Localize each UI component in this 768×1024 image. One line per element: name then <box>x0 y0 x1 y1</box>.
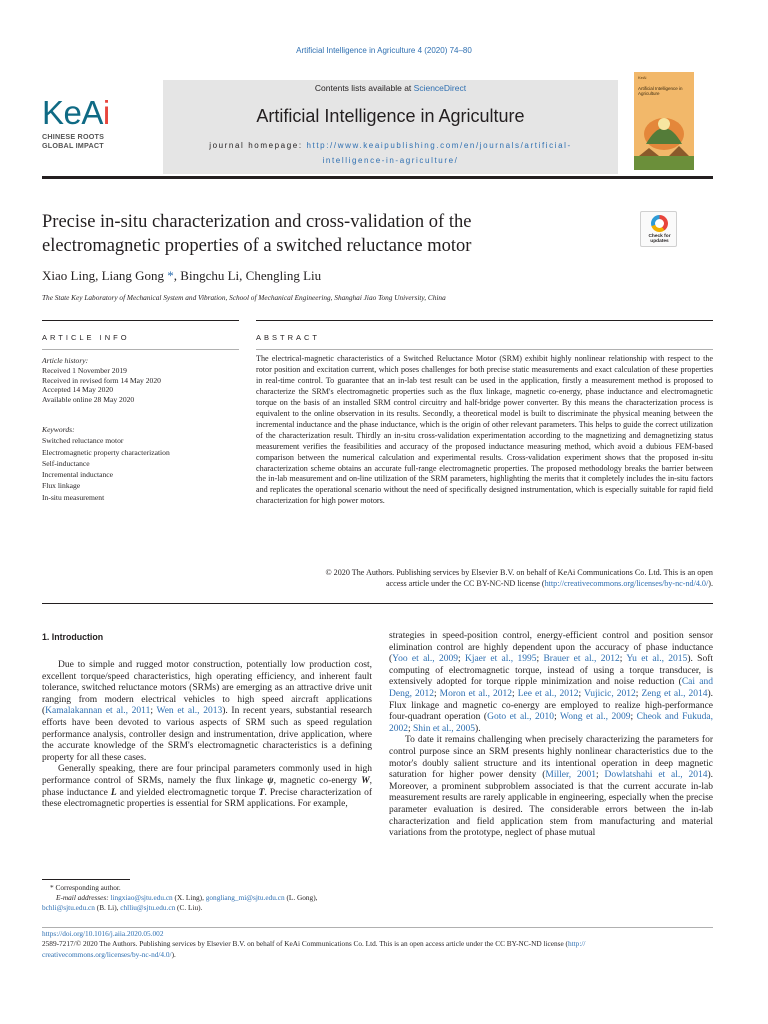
cover-publisher: KeAi <box>638 75 647 80</box>
email-addresses-cont: bchli@sjtu.edu.cn (B. Li), chlliu@sjtu.edu.cn (C. Liu). <box>42 903 203 913</box>
keyword-item: In-situ measurement <box>42 492 105 502</box>
journal-citation[interactable]: Artificial Intelligence in Agriculture 4 (2020) 74–80 <box>296 46 472 55</box>
history-item: Received in revised form 14 May 2020 <box>42 375 161 385</box>
keyword-item: Electromagnetic property characterization <box>42 447 170 457</box>
journal-homepage: journal homepage: http://www.keaipublishing.com/en/journals/artificial- intelligence-in-agriculture/ <box>209 141 572 165</box>
article-info-rule <box>42 320 239 321</box>
email-link[interactable]: chlliu@sjtu.edu.cn <box>120 903 176 913</box>
header-rule <box>42 176 713 179</box>
homepage-link-cont[interactable]: intelligence-in-agriculture/ <box>322 156 459 165</box>
homepage-link[interactable]: http://www.keaipublishing.com/en/journals/artificial- <box>306 141 572 150</box>
contents-line: Contents lists available at ScienceDirect <box>314 83 467 93</box>
reference-link[interactable]: Yoo et al., 2009 <box>392 654 458 665</box>
email-link[interactable]: lingxiao@sjtu.edu.cn <box>110 893 173 903</box>
article-title: Precise in-situ characterization and cross-validation of the electromagnetic properties of a switched reluctance motor <box>42 212 472 256</box>
keyword-item: Incremental inductance <box>42 470 114 480</box>
keai-logo <box>42 96 142 150</box>
logo-tagline-2: GLOBAL IMPACT <box>42 141 104 150</box>
issn-line-cont: creativecommons.org/licenses/by-nc-nd/4.0/). <box>42 949 176 959</box>
reference-link[interactable]: Wen et al., 2013 <box>156 706 223 717</box>
reference-link[interactable]: Brauer et al., 2012 <box>543 654 620 665</box>
license-link[interactable]: http:// <box>567 939 586 949</box>
keyword-item: Self-inductance <box>42 458 90 468</box>
article-info-subrule <box>42 349 239 350</box>
affiliation: The State Key Laboratory of Mechanical System and Vibration, School of Mechanical Engineering, Shanghai Jiao Tong University, China <box>42 293 446 302</box>
sciencedirect-link[interactable]: ScienceDirect <box>413 83 467 93</box>
journal-title: Artificial Intelligence in Agriculture <box>256 106 525 126</box>
reference-link[interactable]: Kamalakannan et al., 2011 <box>45 706 151 717</box>
abstract-license: © 2020 The Authors. Publishing services by Elsevier B.V. on behalf of KeAi Communications Co. Ltd. This is an open access article under the CC BY-NC-ND license (http://creativecommons.org/licenses/by-nc-nd/4.0/). <box>325 568 713 588</box>
reference-link[interactable]: Lee et al., 2012 <box>517 688 579 699</box>
history-item: Accepted 14 May 2020 <box>42 385 114 395</box>
abstract-subrule <box>256 349 713 350</box>
reference-link[interactable]: Shin et al., 2005 <box>413 723 476 734</box>
author-list: Xiao Ling, Liang Gong *, Bingchu Li, Chengling Liu <box>42 268 322 283</box>
body-column-right <box>389 631 713 840</box>
bottom-rule <box>42 927 713 928</box>
abstract-text: The electrical-magnetic characteristics of a Switched Reluctance Motor (SRM) exhibit highly nonlinear relationship with respect to the rotor position and excitation current, which poses challenges for both precise static measurements and exact calculation of these properties in real-time control. To guarantee that an in-lab test result can be used in the application, firstly a measurement method is proposed to characterize the SRM's electromagnetic properties such as the flux linkage, magnetic co-energy, phase inductance and electromagnetic torque on the basis of an installed SRM control circuitry and half-bridge power converter. By this means the characterization process is equivalent to the online observation in its results. Secondly, a theoretical model is built to discriminate the physical meaning between the incremental inductance and the phase inductance, which is the origin of other relevant parameters. This helps to guide the correct utilization of the characterization result. Thirdly an in-situ cross-validation experimentation according to the magnetizing and demagnetizing status measurement verifies the feasibilities and accuracy of the proposed inductance measuring method, which avoid a dubious FEM-based comparison between the numerical calculation and experimental results. Cross-validation experiment shows that the proposed in-situ characterization scheme obtains an accurate full-range electromagnetic properties. The proposed methodology breaks the barrier between the in-lab measurement and on-line utilization of the SRM parameters, highlighting the merits that it completely includes the in-situ factors and replicates the operational scenario without the need of specifically designed instrumentation, which is especially suitable for rapid field characterization for high power motors. <box>256 354 713 506</box>
keywords: Keywords: Switched reluctance motor Electromagnetic property characterization Self-inductance Incremental inductance Flux linkage In-situ measurement <box>42 424 242 503</box>
article-history: Article history: Received 1 November 2019 Received in revised form 14 May 2020 Accepted 14 May 2020 Available online 28 May 2020 <box>42 356 242 405</box>
paragraph: strategies in speed-position control, energy-efficient control and position sensor elimination control are highly dependent upon the accuracy of phase inductance (Yoo et al., 2009; Kjaer et al., 1995; Brauer et al., 2012; Yu et al., 2015). Soft computing of electromagnetic torque, instead of using a torque transducer, is extensively adopted for torque ripple minimization and noise reduction (Cai and Deng, 2012; Moron et al., 2012; Lee et al., 2012; Vujicic, 2012; Zeng et al., 2014). Flux linkage and magnetic co-energy are employed to realize high-performance four-quadrant operation (Goto et al., 2010; Wong et al., 2009; Cheok and Fukuda, 2002; Shin et al., 2005). <box>389 631 714 734</box>
reference-link[interactable]: Goto et al., 2010 <box>487 712 555 723</box>
reference-link[interactable]: Moron et al., 2012 <box>439 688 513 699</box>
corresponding-author-note: * Corresponding author. <box>50 883 121 892</box>
keyword-item: Switched reluctance motor <box>42 436 124 446</box>
history-item: Received 1 November 2019 <box>42 365 127 375</box>
cover-illustration <box>634 72 694 170</box>
reference-link[interactable]: Vujicic, 2012 <box>583 688 636 699</box>
email-link[interactable]: gongliang_mi@sjtu.edu.cn <box>205 893 285 903</box>
doi-link[interactable]: https://doi.org/10.1016/j.aiia.2020.05.002 <box>42 929 164 938</box>
paragraph: To date it remains challenging when precisely characterizing the parameters for control purpose since an SRM presents highly nonlinear characteristics due to the motor's doubly salient structure and its intentional operation in deep magnetic saturation for higher power density (Miller, 2001; Dowlatshahi et al., 2014). Moreover, a prominent subproblem associated is that the current accurate in-lab measurement results are rarely applicable in engineering, especially when the precise parameter evaluation is desired. The considerable errors between the in-lab characterization and field application stem from manufacturing and material variations from the prototype, neglect of phase mutual <box>389 735 714 839</box>
paragraph: Generally speaking, there are four principal parameters commonly used in high performance control of SRMs, namely the flux linkage ψ, magnetic co-energy W, phase inductance L and yielded electromagnetic torque T. Precise characterization of these electromagnetic properties is essential for SRM applications. For example, <box>42 764 373 810</box>
body-column-left <box>42 660 372 811</box>
reference-link[interactable]: Miller, 2001 <box>545 770 596 781</box>
footnotes <box>42 883 372 914</box>
reference-link[interactable]: Kjaer et al., 1995 <box>464 654 537 665</box>
publication-info <box>42 929 713 960</box>
journal-cover-image[interactable] <box>634 72 694 170</box>
abstract-rule <box>256 320 713 321</box>
footnote-rule <box>42 879 130 880</box>
check-for-updates-button[interactable] <box>640 211 677 247</box>
paragraph: Due to simple and rugged motor construction, potentially low production cost, excellent torque/speed characteristics, high operating efficiency, and inherent fault tolerance, switched reluctance motors (SRMs) are emerging as an attractive drive unit ranging from modern electrical vehicles to high speed aircraft applications (Kamalakannan et al., 2011; Wen et al., 2013). In recent years, substantial research efforts have been devoted to various aspects of SRM such as speed regulation performance analysis, controller design and instrumentation, drive application, where the accurate knowledge of the SRM's electromagnetic characteristics is a defining property for all these cases. <box>42 660 372 763</box>
journal-banner <box>163 80 618 174</box>
reference-link[interactable]: Wong et al., 2009 <box>560 712 631 723</box>
cover-title: Artificial Intelligence in Agriculture <box>638 86 683 97</box>
logo-tagline-1: CHINESE ROOTS <box>42 132 105 141</box>
reference-link[interactable]: Cheok and Fukuda, 2002 <box>389 712 714 734</box>
email-link[interactable]: bchli@sjtu.edu.cn <box>42 903 95 913</box>
check-updates-label: Check for updates <box>648 234 671 245</box>
reference-link[interactable]: Zeng et al., 2014 <box>641 688 708 699</box>
abstract-end-rule <box>42 603 713 604</box>
reference-link[interactable]: Dowlatshahi et al., 2014 <box>604 770 708 781</box>
keyword-item: Flux linkage <box>42 481 81 491</box>
logo-wordmark: KeAi <box>42 94 110 131</box>
issn-line: 2589-7217/© 2020 The Authors. Publishing services by Elsevier B.V. on behalf of KeAi Communications Co. Ltd. This is an open access article under the CC BY-NC-ND license (http:// <box>42 939 586 949</box>
history-item: Available online 28 May 2020 <box>42 395 135 405</box>
section-heading: 1. Introduction <box>42 632 104 642</box>
license-link[interactable]: http://creativecommons.org/licenses/by-nc-nd/4.0/ <box>544 578 709 588</box>
reference-link[interactable]: Yu et al., 2015 <box>626 654 688 665</box>
abstract-heading: ABSTRACT <box>256 333 321 342</box>
reference-link[interactable]: Cai and Deng, 2012 <box>389 677 713 699</box>
article-info-heading: ARTICLE INFO <box>42 333 130 342</box>
email-addresses: E-mail addresses: lingxiao@sjtu.edu.cn (X. Ling), gongliang_mi@sjtu.edu.cn (L. Gong), <box>56 893 318 903</box>
corresponding-author-link[interactable]: * <box>167 268 174 283</box>
license-link[interactable]: creativecommons.org/licenses/by-nc-nd/4.0/ <box>42 949 172 959</box>
check-updates-icon <box>651 215 668 232</box>
